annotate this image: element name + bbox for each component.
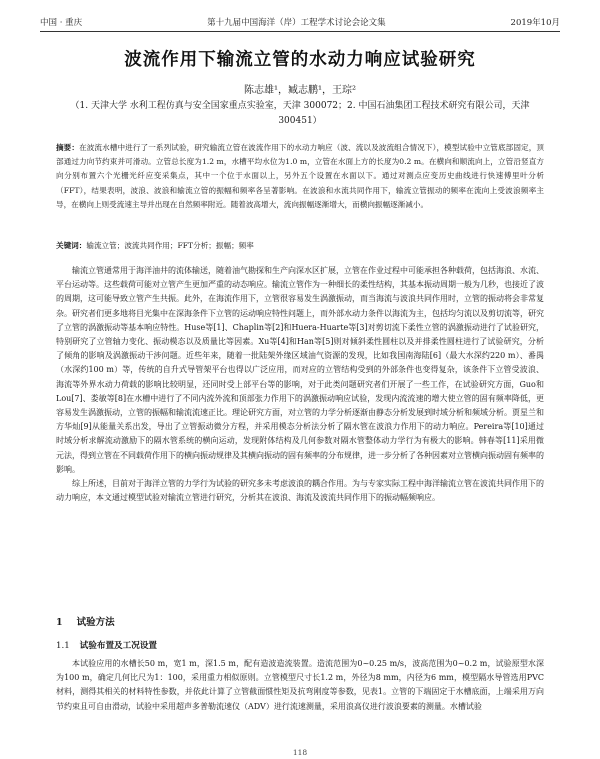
abstract xyxy=(56,141,544,212)
subsection-heading-1-1 xyxy=(56,639,157,651)
section-number: 1 xyxy=(56,617,63,628)
method-text xyxy=(56,657,544,714)
intro-paragraph-1: 输流立管通常用于海洋油井的流体输送，随着油气勘探和生产向深水区扩展，立管在作业过程中可能承担各种载荷，包括海浪、水流、平台运动等。这些载荷可能对立管产生更加严重的动态响应。输流立管作为一种细长的柔性结构，其基本振动周期一般为几秒，也接近了波的周期，这可能导致立管产生共振。此外，在海流作用下，立管很容易发生涡激振动，而当海流与波浪共同作用时，立管的振动将会非常复杂。研究者们更多地将目光集中在深海条件下立管的运动响应特性问题上，而外部水动力条件以海流为主，包括均匀流以及剪切流等，研究了立管的涡激振动等基本响应特性。Huse等[1]、Chaplin等[2]和Huera-Huarte等[3]对剪切流下柔性立管的涡激振动进行了试验研究，特别研究了立管轴力变化、振动模态以及质量比等因素。Xu等[4]和Han等[5]则对倾斜柔性圆柱以及并排柔性圆柱进行了试验研究，分析了倾角的影响及涡激振动干涉问题。近些年来，随着一批陆架外缘区域油气资源的发现，比如我国南海陆[6]（最大水深约220 m）、番禺（水深约100 m）等，传统的自升式导管架平台也得以广泛应用，而对应的立管结构受到的外部条件也变得复杂，该条件下立管受波浪、海流等外界水动力荷载的影响比较明显，还同时受上部平台等的影响，对于此类问题研究者们开展了一些工作，在试验研究方面，Guo和Lou[7]、娄敏等[8]在水槽中进行了不同内流外流和顶部张力作用下的涡激振动响应试验，发现内流流速的增大使立管的固有频率降低，更容易发生涡激振动，立管的振幅和输流流速正比。理论研究方面，对立管的力学分析逐渐由静态分析发展到时域分析和频域分析。贾星兰和方华灿[9]从能量关系出发，导出了立管振动微分方程，并采用模态分析法分析了隔水管在波浪力作用下的动力响应。Pereira等[10]通过时域分析求解流动激励下的隔水管系统的横向运动，发现附体结构及几何参数对隔水管整体动力学行为有极大的影响。韩春等[11]采用微元法，得到立管在不同载荷作用下的横向振动规律及其横向振动的固有频率的分布规律，进一步分析了各种因素对立管横向振动固有频率的影响。 xyxy=(56,266,544,474)
method-paragraph-1: 本试验应用的水槽长50 m，宽1 m，深1.5 m，配有造波造流装置。造流范围为0~0.25 m/s，波高范围为0~0.2 m，试验原型水深为100 m，确定几何比尺为1：100，采用重力相似原则。立管模型尺寸长1.2 m，外径为8 mm，内径为6 mm，模型隔水导管选用PVC材料，测得其相关的材料特性参数，并依此计算了立管截面惯性矩及抗弯刚度等参数，见表1。立管的下端固定于水槽底面，上端采用万向节约束且可自由滑动，试验中采用超声多普勒流速仪（ADV）进行流速测量，采用浪高仪进行波浪要素的测量。水槽试验 xyxy=(56,659,544,711)
header-date: 2019年10月 xyxy=(510,18,560,28)
section-title: 试验方法 xyxy=(76,617,115,628)
paper-authors: 陈志雄¹，臧志鹏¹，王琮² xyxy=(243,85,357,96)
subsection-title: 试验布置及工况设置 xyxy=(79,641,158,651)
subsection-number: 1.1 xyxy=(56,641,70,651)
abstract-label: 摘要： xyxy=(56,143,80,152)
paper-affiliation: （1. 天津大学 水利工程仿真与安全国家重点实验室，天津 300072；2. 中国石油集团工程技术研究有限公司，天津 300451） xyxy=(70,101,530,126)
header-proceedings: 第十九届中国海洋（岸）工程学术讨论会论文集 xyxy=(207,18,386,28)
intro-paragraph-2: 综上所述，目前对于海洋立管的力学行为试验的研究多未考虑波浪的耦合作用。为与专家实际工程中海洋输流立管在波流共同作用下的动力响应，本文通过模型试验对输流立管进行研究，分析其在波浪、海流及波流共同作用下的振动幅频响应。 xyxy=(56,479,544,503)
header-rule xyxy=(40,31,560,32)
section-heading-1 xyxy=(56,614,115,628)
keywords-label: 关键词： xyxy=(56,241,87,250)
introduction xyxy=(56,264,544,505)
abstract-text: 在波流水槽中进行了一系列试验，研究输流立管在波流作用下的水动力响应（波、流以及波流组合情况下），模型试验中立管底部固定，顶部通过力向节约束并可滑动。立管总长度为1.2 m，水槽平均水位为1.0 m，立管在水面上方的长度为0.2 m。在横向和顺流向上，立管沿竖直方向分别布置六个光栅光纤应变采集点，其中一个位于水面以上，另外五个设置在水面以下。通过对测点应变历史曲线进行快速傅里叶分析（FFT），结果表明，波浪、波浪和输流立管的振幅和频率各呈著影响。在波浪和水流共同作用下，输流立管振动的频率在流向上受波浪频率主导，在横向上则受流速主导并出现在自然频率附近。随着波高增大，流向振幅逐渐增大，而横向振幅逐渐减小。 xyxy=(56,143,544,209)
keywords xyxy=(56,240,544,252)
page-number: 118 xyxy=(292,748,308,757)
keywords-text: 输流立管；波流共同作用；FFT分析；振幅；频率 xyxy=(86,241,254,250)
running-header xyxy=(40,14,560,30)
paper-title: 波流作用下输流立管的水动力响应试验研究 xyxy=(124,50,476,70)
header-location: 中国 · 重庆 xyxy=(40,18,83,28)
